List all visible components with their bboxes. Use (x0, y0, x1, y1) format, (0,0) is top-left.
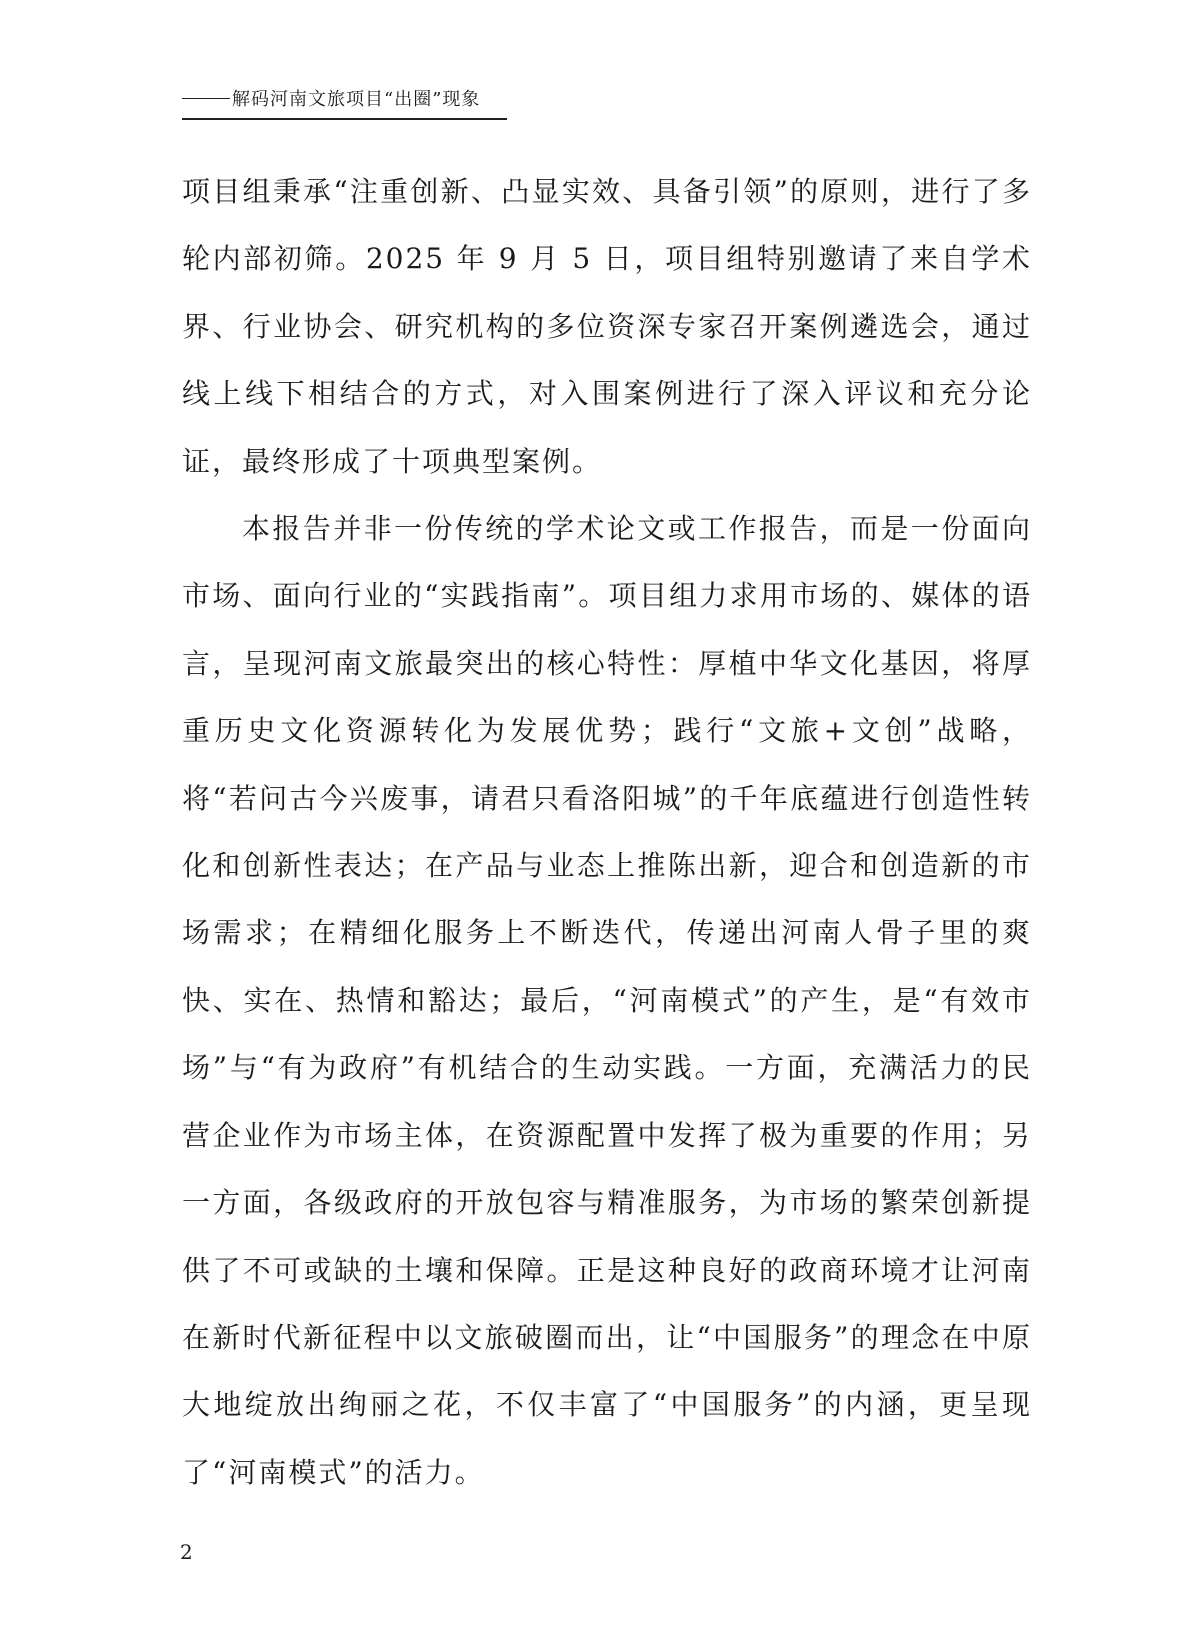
body-text (182, 158, 1032, 1506)
page-number: 2 (180, 1540, 193, 1564)
header-dash-line (182, 98, 230, 99)
paragraph-2: 本报告并非一份传统的学术论文或工作报告，而是一份面向市场、面向行业的“实践指南”。项目组力求用市场的、媒体的语言，呈现河南文旅最突出的核心特性：厚植中华文化基因，将厚重历史文化资源转化为发展优势；践行“文旅+文创”战略，将“若问古今兴废事，请君只看洛阳城”的千年底蕴进行创造性转化和创新性表达；在产品与业态上推陈出新，迎合和创造新的市场需求；在精细化服务上不断迭代，传递出河南人骨子里的爽快、实在、热情和豁达；最后，“河南模式”的产生，是“有效市场”与“有为政府”有机结合的生动实践。一方面，充满活力的民营企业作为市场主体，在资源配置中发挥了极为重要的作用；另一方面，各级政府的开放包容与精准服务，为市场的繁荣创新提供了不可或缺的土壤和保障。正是这种良好的政商环境才让河南在新时代新征程中以文旅破圈而出，让“中国服务”的理念在中原大地绽放出绚丽之花，不仅丰富了“中国服务”的内涵，更呈现了“河南模式”的活力。 (182, 512, 1032, 1489)
running-header (182, 78, 507, 120)
paragraph-1: 项目组秉承“注重创新、凸显实效、具备引领”的原则，进行了多轮内部初筛。2025 年 9 月 5 日，项目组特别邀请了来自学术界、行业协会、研究机构的多位资深专家召开案例遴选会，通过线上线下相结合的方式，对入围案例进行了深入评议和充分论证，最终形成了十项典型案例。 (182, 175, 1032, 478)
header-title: 解码河南文旅项目“出圈”现象 (232, 89, 481, 110)
